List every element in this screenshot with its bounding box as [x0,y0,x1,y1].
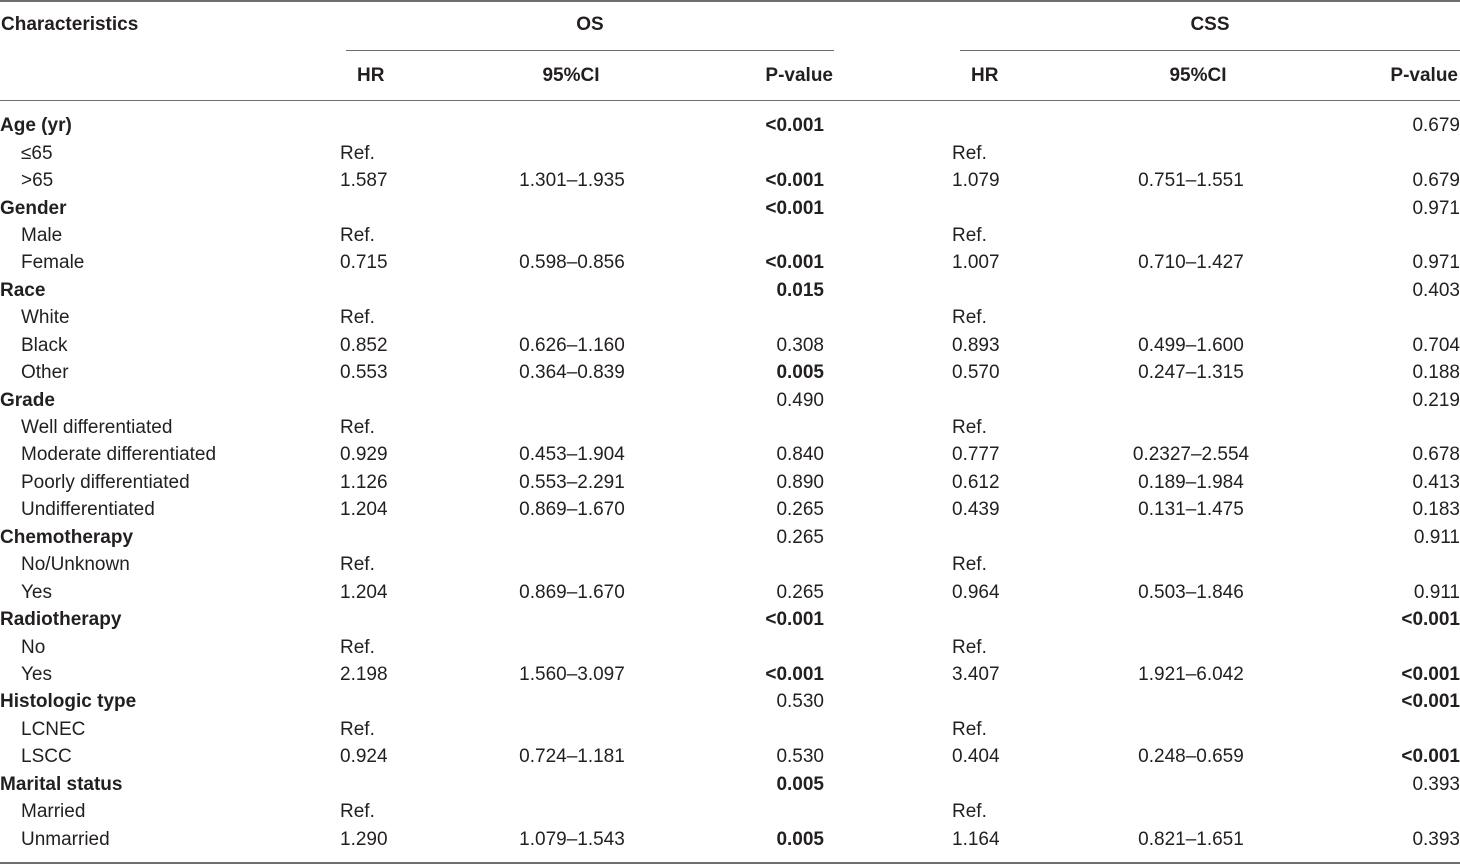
css-hr-cell: 0.612 [952,471,1000,493]
os-ci-cell [450,798,694,825]
css-hr-cell [952,688,1062,715]
css-hr-cell: 3.407 [952,663,1000,685]
os-pvalue-cell: 0.265 [776,581,824,603]
os-pvalue-cell: <0.001 [765,170,824,192]
os-ci-cell: 0.598–0.856 [519,252,625,274]
os-pvalue-cell: 0.530 [776,746,824,768]
table-row [0,469,1460,496]
row-label: Yes [21,663,52,685]
css-ci-cell: 0.247–1.315 [1138,362,1244,384]
os-pvalue-cell: 0.015 [776,279,824,301]
row-label: Moderate differentiated [21,444,217,466]
css-pvalue-cell [1320,139,1460,166]
os-ci-cell: 1.301–1.935 [519,170,625,192]
os-hr-cell: 1.204 [340,581,388,603]
row-label: ≤65 [21,142,53,164]
table-row [0,277,1460,304]
os-hr-cell [340,277,450,304]
row-label: Undifferentiated [21,499,155,521]
css-ci-cell [1062,633,1320,660]
css-pvalue-cell [1320,414,1460,441]
css-ci-cell: 0.503–1.846 [1138,581,1244,603]
row-label: Married [21,801,86,823]
os-hr-cell: Ref. [340,417,375,439]
os-hr-cell: 1.204 [340,499,388,521]
os-hr-cell [340,771,450,798]
css-hr-cell: 1.007 [952,252,1000,274]
gap-cell [824,688,952,715]
css-ci-cell: 0.710–1.427 [1138,252,1244,274]
table-row [0,167,1460,194]
os-hr-cell: 0.715 [340,252,388,274]
css-ci-cell [1062,606,1320,633]
css-spanner-rule [960,50,1460,51]
os-pvalue-cell: 0.005 [776,362,824,384]
css-hr-cell [952,771,1062,798]
css-pvalue-cell [1320,633,1460,660]
css-ci-cell [1062,716,1320,743]
css-pvalue-cell: 0.911 [1413,581,1460,603]
row-label: Age (yr) [0,115,72,137]
css-ci-cell [1062,551,1320,578]
os-ci-cell [450,551,694,578]
css-hr-cell [952,194,1062,221]
row-label: White [21,307,70,329]
os-ci-cell [450,524,694,551]
os-ci-cell: 0.869–1.670 [519,499,625,521]
table-row [0,825,1460,852]
css-hr-cell: Ref. [952,224,987,246]
os-hr-cell: 0.553 [340,362,388,384]
table-row [0,771,1460,798]
os-ci-cell [450,194,694,221]
table-row [0,551,1460,578]
css-ci-cell: 1.921–6.042 [1138,663,1244,685]
table-body [0,112,1460,853]
gap-cell [824,277,952,304]
os-ci-cell: 0.869–1.670 [519,581,625,603]
gap-cell [824,771,952,798]
gap-cell [824,194,952,221]
gap-cell [824,743,952,770]
css-hr-cell [952,524,1062,551]
css-pvalue-cell: <0.001 [1401,663,1460,685]
row-label: No/Unknown [21,554,130,576]
css-pvalue-cell: 0.678 [1412,444,1460,466]
os-hr-cell: 0.924 [340,746,388,768]
os-ci-cell: 0.724–1.181 [519,746,625,768]
os-pvalue-cell: <0.001 [765,609,824,631]
css-hr-cell: 0.777 [952,444,1000,466]
os-ci-cell: 0.626–1.160 [519,334,625,356]
os-ci-cell [450,139,694,166]
header-os-hr: HR [357,65,385,86]
css-pvalue-cell [1320,304,1460,331]
os-pvalue-cell: 0.005 [776,773,824,795]
css-hr-cell: Ref. [952,801,987,823]
css-ci-cell [1062,688,1320,715]
os-ci-cell [450,633,694,660]
os-pvalue-cell: 0.890 [776,471,824,493]
css-ci-cell: 0.189–1.984 [1138,471,1244,493]
os-hr-cell [340,386,450,413]
table-row [0,441,1460,468]
gap-cell [824,551,952,578]
table-row [0,194,1460,221]
os-hr-cell: 0.852 [340,334,388,356]
os-pvalue-cell: 0.308 [776,334,824,356]
css-pvalue-cell [1320,551,1460,578]
css-hr-cell [952,606,1062,633]
css-hr-cell: Ref. [952,636,987,658]
os-pvalue-cell [694,304,824,331]
os-pvalue-cell [694,139,824,166]
css-hr-cell: 0.404 [952,746,1000,768]
row-label: Well differentiated [21,417,173,439]
bottom-rule [0,862,1460,864]
table-rows [0,112,1460,853]
css-ci-cell: 0.131–1.475 [1138,499,1244,521]
css-pvalue-cell [1320,798,1460,825]
table-row [0,332,1460,359]
os-pvalue-cell: 0.840 [776,444,824,466]
css-ci-cell [1062,112,1320,139]
css-hr-cell [952,386,1062,413]
os-ci-cell: 0.364–0.839 [519,362,625,384]
row-label: LCNEC [21,718,86,740]
os-hr-cell: 1.126 [340,471,388,493]
css-hr-cell: Ref. [952,554,987,576]
table-row [0,578,1460,605]
row-label: LSCC [21,746,72,768]
css-pvalue-cell [1320,716,1460,743]
css-pvalue-cell: 0.219 [1412,389,1460,411]
table-row [0,716,1460,743]
row-label: Race [0,279,46,301]
css-hr-cell: 0.964 [952,581,1000,603]
gap-cell [824,716,952,743]
gap-cell [824,386,952,413]
gap-cell [824,469,952,496]
header-rule [0,100,1460,101]
os-hr-cell: Ref. [340,636,375,658]
css-ci-cell: 0.2327–2.554 [1132,444,1250,466]
css-hr-cell: 0.439 [952,499,1000,521]
css-pvalue-cell: 0.704 [1412,334,1460,356]
os-pvalue-cell [694,551,824,578]
css-ci-cell [1062,524,1320,551]
table-row [0,222,1460,249]
os-hr-cell: Ref. [340,224,375,246]
header-css-ci: 95%CI [1169,65,1227,86]
css-ci-cell [1062,771,1320,798]
header-css-hr: HR [971,65,999,86]
css-pvalue-cell: <0.001 [1401,746,1460,768]
table-row [0,386,1460,413]
header-css: CSS [1190,14,1230,35]
header-os-ci: 95%CI [542,65,600,86]
os-hr-cell: Ref. [340,718,375,740]
table-row [0,304,1460,331]
os-pvalue-cell: 0.265 [776,526,824,548]
css-pvalue-cell: 0.393 [1412,773,1460,795]
table-row [0,743,1460,770]
os-hr-cell: Ref. [340,142,375,164]
row-label: Yes [21,581,52,603]
css-ci-cell: 0.248–0.659 [1138,746,1244,768]
os-spanner-rule [346,50,834,51]
gap-cell [824,606,952,633]
table-row [0,661,1460,688]
gap-cell [824,304,952,331]
os-hr-cell: 0.929 [340,444,388,466]
os-ci-cell [450,414,694,441]
top-rule [0,0,1460,2]
os-hr-cell [340,688,450,715]
os-pvalue-cell [694,798,824,825]
os-ci-cell: 0.553–2.291 [519,471,625,493]
gap-cell [824,633,952,660]
header-characteristics: Characteristics [1,14,139,35]
os-pvalue-cell [694,716,824,743]
gap-cell [824,414,952,441]
os-hr-cell: 1.587 [340,170,388,192]
os-ci-cell [450,771,694,798]
css-hr-cell [952,112,1062,139]
gap-cell [824,496,952,523]
os-hr-cell: Ref. [340,307,375,329]
css-ci-cell [1062,277,1320,304]
os-ci-cell [450,688,694,715]
css-ci-cell [1062,414,1320,441]
gap-cell [824,167,952,194]
gap-cell [824,112,952,139]
gap-cell [824,578,952,605]
css-ci-cell [1062,139,1320,166]
row-label: Gender [0,197,67,219]
table-row [0,112,1460,139]
os-ci-cell: 0.453–1.904 [519,444,625,466]
gap-cell [824,825,952,852]
row-label: Chemotherapy [0,526,134,548]
os-ci-cell [450,222,694,249]
row-label: Marital status [0,773,123,795]
gap-cell [824,359,952,386]
os-ci-cell [450,386,694,413]
css-pvalue-cell: 0.413 [1412,471,1460,493]
table-row [0,524,1460,551]
css-ci-cell [1062,194,1320,221]
css-hr-cell: 0.570 [952,362,1000,384]
css-pvalue-cell: 0.403 [1412,279,1460,301]
css-hr-cell: Ref. [952,718,987,740]
os-hr-cell [340,606,450,633]
header-os-pvalue: P-value [765,65,833,86]
row-label: >65 [21,170,54,192]
table-row [0,139,1460,166]
table-row [0,606,1460,633]
css-hr-cell [952,277,1062,304]
css-pvalue-cell: 0.188 [1412,362,1460,384]
header-css-pvalue: P-value [1390,65,1458,86]
os-ci-cell: 1.560–3.097 [519,663,625,685]
gap-cell [824,332,952,359]
css-pvalue-cell: 0.971 [1412,252,1460,274]
os-hr-cell [340,194,450,221]
os-ci-cell [450,277,694,304]
css-ci-cell [1062,222,1320,249]
os-ci-cell [450,112,694,139]
table-row [0,249,1460,276]
os-ci-cell: 1.079–1.543 [519,828,625,850]
css-hr-cell: Ref. [952,142,987,164]
css-pvalue-cell [1320,222,1460,249]
os-pvalue-cell: 0.005 [776,828,824,850]
row-label: Female [21,252,85,274]
css-pvalue-cell: 0.971 [1412,197,1460,219]
os-hr-cell [340,524,450,551]
css-pvalue-cell: <0.001 [1401,691,1460,713]
os-pvalue-cell: 0.265 [776,499,824,521]
os-hr-cell: Ref. [340,554,375,576]
os-pvalue-cell [694,633,824,660]
os-pvalue-cell: <0.001 [765,663,824,685]
row-label: Other [21,362,69,384]
gap-cell [824,441,952,468]
table-row [0,496,1460,523]
header-os: OS [576,14,604,35]
os-hr-cell: Ref. [340,801,375,823]
gap-cell [824,661,952,688]
row-label: Unmarried [21,828,110,850]
os-ci-cell [450,606,694,633]
row-label: Grade [0,389,55,411]
os-pvalue-cell: <0.001 [765,252,824,274]
os-hr-cell [340,112,450,139]
row-label: Histologic type [0,691,137,713]
os-pvalue-cell: 0.530 [776,691,824,713]
gap-cell [824,139,952,166]
css-pvalue-cell: <0.001 [1401,609,1460,631]
os-pvalue-cell: 0.490 [776,389,824,411]
table-row [0,688,1460,715]
css-pvalue-cell: 0.911 [1413,526,1460,548]
os-ci-cell [450,716,694,743]
css-ci-cell [1062,304,1320,331]
gap-cell [824,798,952,825]
row-label: Male [21,224,63,246]
css-hr-cell: 1.164 [952,828,1000,850]
row-label: No [21,636,46,658]
css-hr-cell: 0.893 [952,334,1000,356]
os-hr-cell: 1.290 [340,828,388,850]
os-hr-cell: 2.198 [340,663,388,685]
os-pvalue-cell [694,222,824,249]
css-pvalue-cell: 0.679 [1412,115,1460,137]
css-hr-cell: Ref. [952,307,987,329]
table-row [0,798,1460,825]
table-row [0,359,1460,386]
table-row [0,414,1460,441]
css-ci-cell [1062,386,1320,413]
row-label: Poorly differentiated [21,471,190,493]
css-hr-cell: 1.079 [952,170,1000,192]
css-ci-cell: 0.499–1.600 [1138,334,1244,356]
table-row [0,633,1460,660]
css-pvalue-cell: 0.183 [1412,499,1460,521]
css-pvalue-cell: 0.393 [1412,828,1460,850]
row-label: Black [21,334,68,356]
os-pvalue-cell [694,414,824,441]
gap-cell [824,222,952,249]
os-pvalue-cell: <0.001 [765,197,824,219]
css-hr-cell: Ref. [952,417,987,439]
os-pvalue-cell: <0.001 [765,115,824,137]
gap-cell [824,524,952,551]
css-ci-cell [1062,798,1320,825]
css-pvalue-cell: 0.679 [1412,170,1460,192]
gap-cell [824,249,952,276]
css-ci-cell: 0.821–1.651 [1138,828,1244,850]
css-ci-cell: 0.751–1.551 [1138,170,1244,192]
row-label: Radiotherapy [0,609,122,631]
os-ci-cell [450,304,694,331]
